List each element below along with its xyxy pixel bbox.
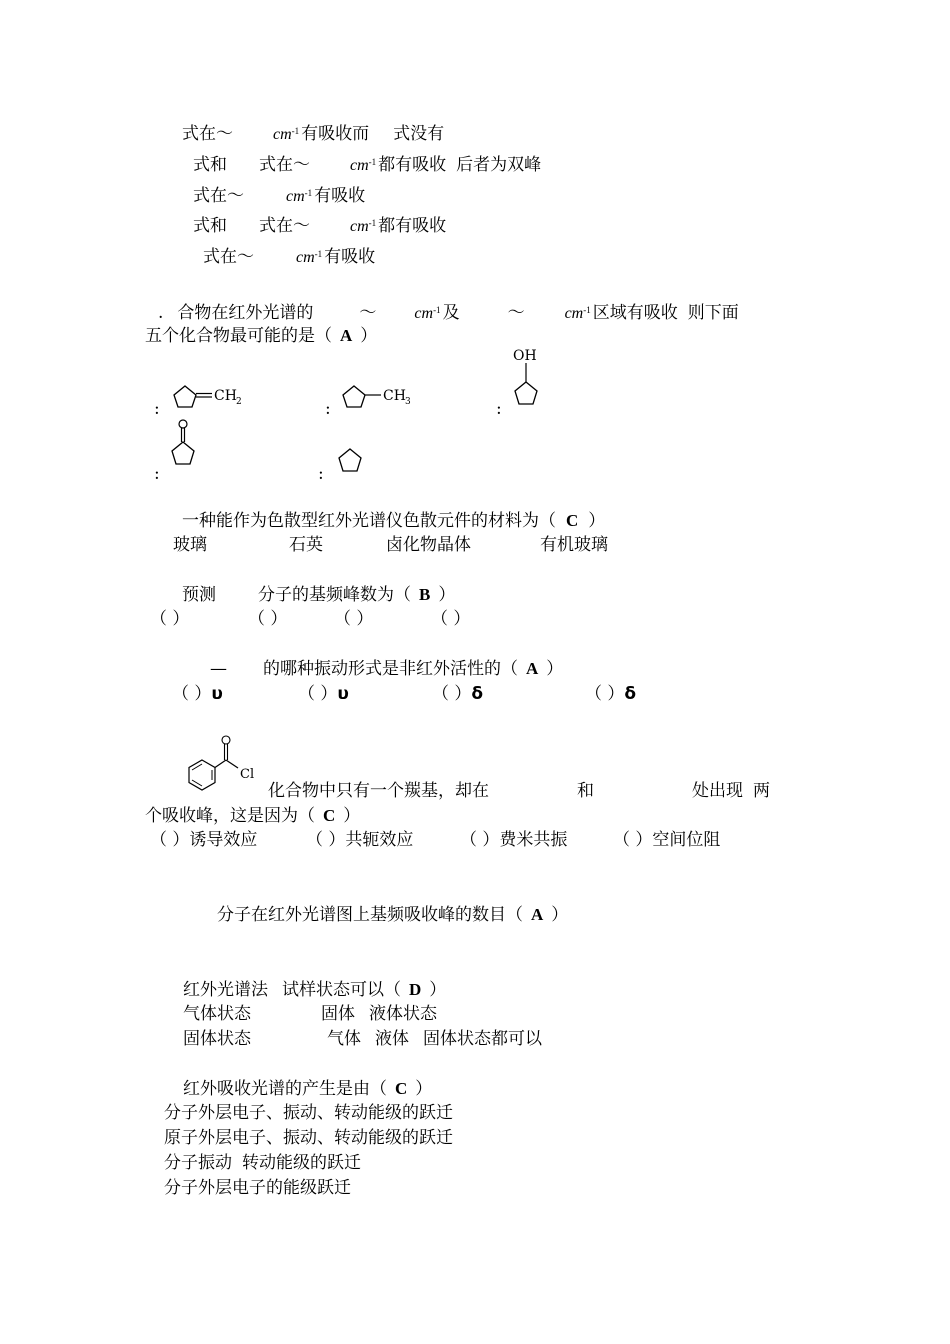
q8-option-a: 分子外层电子、振动、转动能级的跃迁 <box>164 1103 453 1123</box>
q5-option-c: （ ）费米共振 <box>460 830 568 850</box>
q6-stem: 分子在红外光谱图上基频吸收峰的数目（ A ） <box>217 905 569 925</box>
benzoyl-chloride-structure <box>178 732 266 792</box>
svg-text:Cl: Cl <box>240 767 255 782</box>
cyclopentene-structure <box>336 446 366 476</box>
q4-option-d: （ ）δ <box>585 684 637 704</box>
cyclopentanone-structure <box>168 418 208 474</box>
q1-stem-line1: . 合物在红外光谱的 ～ $cm^{-1}$ 及 ～ $cm^{-1}$ 区域有吸收 则下面 <box>158 303 739 323</box>
q2-option-a: 玻璃 <box>173 535 207 555</box>
q8-option-b: 原子外层电子、振动、转动能级的跃迁 <box>164 1128 453 1148</box>
q4-option-a: （ ）υ <box>172 684 223 704</box>
block1-line5: 式在～ $cm^{-1}$ 有吸收 <box>203 247 376 267</box>
q1-colon-b: : <box>325 399 331 419</box>
block1-line3: 式在～ $cm^{-1}$ 有吸收 <box>193 186 366 206</box>
q2-option-b: 石英 <box>289 535 323 555</box>
q8-option-d: 分子外层电子的能级跃迁 <box>164 1178 351 1198</box>
block1-line2: 式和 式在～ $cm^{-1}$ 都有吸收 后者为双峰 <box>193 155 542 175</box>
q5-stem-line2: 个吸收峰，这是因为（ C ） <box>145 806 361 826</box>
q4-option-c: （ ）δ <box>432 684 484 704</box>
q3-option-c: （ ） <box>334 609 374 629</box>
q5-stem-line1: 化合物中只有一个羰基，却在 和 处出现 两 <box>268 781 770 801</box>
q2-option-c: 卤化物晶体 <box>386 535 471 555</box>
q5-option-b: （ ）共轭效应 <box>306 830 414 850</box>
q4-option-b: （ ）υ <box>298 684 349 704</box>
q4-stem: — 的哪种振动形式是非红外活性的（ A ） <box>210 659 564 679</box>
q3-stem: 预测 分子的基频峰数为（ B ） <box>182 585 456 605</box>
q7-stem: 红外光谱法 试样状态可以（ D ） <box>183 980 447 1000</box>
block1-line4: 式和 式在～ $cm^{-1}$ 都有吸收 <box>193 216 447 236</box>
q1-colon-d: : <box>154 464 160 484</box>
q8-stem: 红外吸收光谱的产生是由（ C ） <box>183 1079 433 1099</box>
q7-options-line2: 固体状态 气体 液体 固体状态都可以 <box>183 1029 542 1049</box>
svg-text:CH: CH <box>214 388 237 404</box>
q3-option-a: （ ） <box>150 609 190 629</box>
svg-text:2: 2 <box>236 397 242 407</box>
q5-option-a: （ ）诱导效应 <box>150 830 258 850</box>
methylcyclopentane-structure <box>337 378 427 414</box>
svg-text:3: 3 <box>405 397 411 407</box>
q8-option-c: 分子振动 转动能级的跃迁 <box>164 1153 361 1173</box>
svg-text:OH: OH <box>513 348 537 364</box>
svg-text:CH: CH <box>383 388 406 404</box>
methylenecyclopentane-structure <box>168 378 258 414</box>
q3-option-d: （ ） <box>431 609 471 629</box>
q2-option-d: 有机玻璃 <box>540 535 608 555</box>
cyclopentanol-structure <box>506 344 556 408</box>
q1-colon-c: : <box>496 399 502 419</box>
q1-stem-line2: 五个化合物最可能的是（ A ） <box>145 326 378 346</box>
q2-stem: 一种能作为色散型红外光谱仪色散元件的材料为（ C ） <box>182 511 606 531</box>
q1-colon-e: : <box>318 464 324 484</box>
q7-options-line1: 气体状态 固体 液体状态 <box>183 1004 437 1024</box>
block1-line1: 式在～ $cm^{-1}$ 有吸收而 式没有 <box>182 124 445 144</box>
q5-option-d: （ ）空间位阻 <box>613 830 721 850</box>
q1-colon-a: : <box>154 399 160 419</box>
q3-option-b: （ ） <box>248 609 288 629</box>
